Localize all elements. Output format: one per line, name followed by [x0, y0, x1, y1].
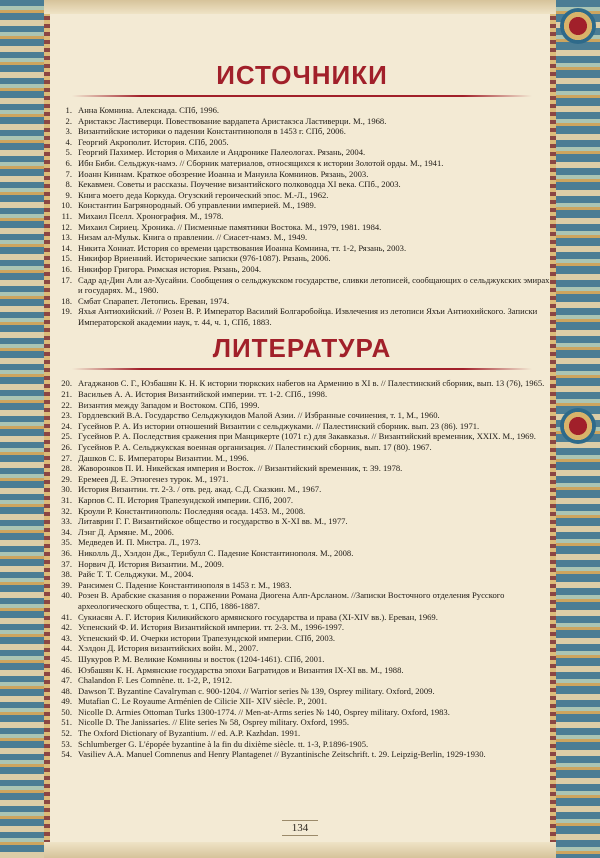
reference-item: [54, 686, 550, 697]
reference-number: 8.: [65, 179, 72, 190]
reference-text: Nicolle D. Armies Ottoman Turks 1300-1774. // Men-at-Arms series № 140, Osprey military. Oxford, 1983.: [78, 706, 450, 717]
reference-item: [54, 516, 550, 527]
reference-number: 26.: [61, 442, 72, 453]
reference-text: Никита Хониат. История со времени царствования Иоанна Комнина, тт. 1-2, Рязань, 2003.: [78, 242, 407, 253]
reference-item: [54, 728, 550, 739]
reference-item: [54, 158, 550, 169]
bottom-band: [44, 842, 556, 858]
reference-number: 4.: [65, 136, 72, 147]
reference-number: 52.: [61, 728, 72, 739]
reference-text: Михаил Пселл. Хронография. М., 1978.: [78, 210, 224, 221]
reference-item: [54, 495, 550, 506]
reference-text: Никифор Вриенний. Исторические записки (976-1087). Рязань, 2006.: [78, 253, 331, 264]
reference-item: [54, 378, 550, 389]
reference-item: [54, 243, 550, 254]
reference-number: 31.: [61, 495, 72, 505]
reference-text: Жаворонков П. И. Никейская империя и Восток. // Византийский временник, т. 39. 1978.: [78, 463, 403, 474]
reference-item: [54, 421, 550, 432]
reference-item: [54, 612, 550, 623]
reference-item: [54, 463, 550, 474]
reference-text: Еремеев Д. Е. Этногенез турок. М., 1971.: [78, 473, 229, 484]
reference-number: 35.: [61, 537, 72, 548]
reference-number: 38.: [61, 569, 72, 580]
reference-item: [54, 116, 550, 127]
literature-list: [54, 378, 550, 759]
reference-item: [54, 222, 550, 233]
reference-text: Шукуров Р. М. Великие Комнины и восток (1204-1461). СПб, 2001.: [78, 653, 325, 664]
reference-text: Книга моего деда Коркуда. Огузский героический эпос. М.-Л., 1962.: [78, 189, 329, 200]
reference-item: [54, 126, 550, 137]
reference-number: 10.: [61, 200, 72, 211]
reference-item: [54, 200, 550, 211]
page-number-value: 134: [282, 820, 319, 836]
reference-number: 23.: [61, 410, 72, 421]
reference-text: Гордлевский В.А. Государство Сельджукидов Малой Азии. // Избранные сочинения, т. 1, М., 1960.: [78, 410, 440, 421]
reference-text: Дашков С. Б. Императоры Византии. М., 1996.: [78, 452, 249, 463]
reference-item: [54, 739, 550, 750]
reference-item: [54, 474, 550, 485]
reference-number: 45.: [61, 653, 72, 664]
reference-item: [54, 169, 550, 180]
reference-text: Гусейнов Р. А. Последствия сражения при Манцикерте (1071 г.) для Закавказья. // Византийский временник, XXIX. М., 1969.: [78, 431, 536, 442]
reference-text: Юзбашян К. Н. Армянские государства эпохи Багратидов и Византия IX-XI вв. М., 1988.: [78, 664, 404, 675]
reference-text: Михаил Сириец. Хроника. // Писменные памятники Востока. М., 1979, 1981. 1984.: [78, 221, 382, 232]
reference-text: Успенский Ф. И. История Византийской империи. тт. 2-3. М., 1996-1997.: [78, 622, 345, 633]
reference-number: 11.: [61, 210, 72, 221]
reference-number: 33.: [61, 516, 72, 527]
sources-heading: ИСТОЧНИКИ: [216, 60, 388, 90]
main-content: [54, 60, 550, 760]
reference-item: [54, 569, 550, 580]
reference-item: [54, 580, 550, 591]
reference-item: [54, 410, 550, 421]
reference-text: Chalandon F. Les Comnène. tt. 1-2, P., 1912.: [78, 675, 232, 686]
reference-item: [54, 431, 550, 442]
reference-item: [54, 622, 550, 633]
reference-text: Schlumberger G. L'épopée byzantine à la fin du dixième siècle. tt. 1-3, P.1896-1905.: [78, 738, 369, 749]
reference-number: 5.: [65, 147, 72, 158]
reference-number: 42.: [61, 622, 72, 633]
reference-number: 13.: [61, 232, 72, 243]
reference-item: [54, 665, 550, 676]
reference-item: [54, 707, 550, 718]
reference-number: 30.: [61, 484, 72, 495]
reference-text: Николль Д., Хэлдон Дж., Тернбулл С. Падение Константинополя. М., 2008.: [78, 547, 354, 558]
reference-text: Георгий Акрополит. История. СПб, 2005.: [78, 136, 229, 147]
reference-text: Смбат Спарапет. Летопись. Ереван, 1974.: [78, 295, 230, 306]
reference-item: [54, 537, 550, 548]
reference-number: 49.: [61, 696, 72, 707]
reference-text: Византия между Западом и Востоком. СПб, 1999.: [78, 399, 260, 410]
medallion-middle-icon: [560, 408, 596, 444]
reference-number: 25.: [61, 431, 72, 442]
reference-number: 32.: [61, 505, 72, 516]
reference-text: Иоанн Киннам. Краткое обозрение Иоанна и Мануила Комнинов. Рязань, 2003.: [78, 168, 369, 179]
reference-text: Низам ал-Мульк. Книга о правлении. // Сиасет-намэ. М., 1949.: [78, 232, 308, 243]
reference-text: Кекавмен. Советы и рассказы. Поучение византийского полководца XI века. СПб., 2003.: [78, 179, 401, 190]
reference-text: Норвич Д. История Византии. М., 2009.: [78, 558, 224, 569]
reference-number: 18.: [61, 295, 72, 306]
reference-item: [54, 179, 550, 190]
reference-text: Яхья Антиохийский. // Розен В. Р. Император Василий Болгаробойца. Извлечения из летописи Яхъи Антиохийского. Записки Императорской академии наук, т. 44, ч. 1, СПб, 1883.: [78, 306, 538, 327]
reference-item: [54, 137, 550, 148]
reference-number: 50.: [61, 706, 72, 717]
reference-text: История Византии. тт. 2-3. / отв. ред. акад. С.Д. Сказкин. М., 1967.: [78, 484, 322, 495]
reference-item: [54, 453, 550, 464]
reference-item: [54, 484, 550, 495]
reference-item: [54, 654, 550, 665]
reference-item: [54, 590, 550, 611]
reference-text: Георгий Пахимер. История о Михаиле и Андронике Палеологах. Рязань, 2004.: [78, 147, 366, 158]
reference-item: [54, 232, 550, 243]
reference-item: [54, 190, 550, 201]
reference-number: 1.: [65, 105, 72, 115]
medallion-top-icon: [560, 8, 596, 44]
reference-number: 14.: [61, 242, 72, 253]
reference-item: [54, 675, 550, 686]
reference-number: 46.: [61, 664, 72, 675]
reference-number: 53.: [61, 738, 72, 749]
reference-text: Никифор Григора. Римская история. Рязань, 2004.: [78, 263, 262, 274]
reference-item: [54, 696, 550, 707]
reference-text: Nicolle D. The Janissaries. // Elite series № 58, Osprey military. Oxford, 1995.: [78, 717, 349, 728]
reference-item: [54, 105, 550, 116]
reference-number: 41.: [61, 611, 72, 622]
reference-text: Рансимен С. Падение Константинополя в 1453 г. М., 1983.: [78, 579, 292, 590]
reference-number: 15.: [61, 253, 72, 264]
reference-item: [54, 717, 550, 728]
reference-text: Ибн Биби. Сельджук-намэ. // Сборник материалов, относящихся к истории Золотой орды. М., 1941.: [78, 157, 444, 168]
page-number: [0, 820, 600, 836]
reference-item: [54, 548, 550, 559]
reference-item: [54, 400, 550, 411]
reference-number: 47.: [61, 675, 72, 686]
reference-item: [54, 506, 550, 517]
reference-item: [54, 147, 550, 158]
top-band: [44, 0, 556, 14]
sources-list: [54, 105, 550, 327]
reference-text: Карпов С. П. История Трапезундской империи. СПб, 2007.: [78, 495, 294, 505]
reference-item: [54, 253, 550, 264]
reference-item: [54, 211, 550, 222]
reference-number: 36.: [61, 547, 72, 558]
reference-text: Райс Т. Т. Сельджуки. М., 2004.: [78, 569, 194, 580]
reference-number: 24.: [61, 420, 72, 431]
reference-text: Гусейнов Р. А. Сельджукская военная организация. // Палестинский сборник, вып. 17 (80). 1967.: [78, 442, 432, 453]
reference-number: 21.: [61, 389, 72, 400]
literature-heading-rule: [72, 368, 532, 370]
reference-number: 2.: [65, 115, 72, 126]
reference-text: Успенский Ф. И. Очерки истории Трапезундской империи. СПб, 2003.: [78, 632, 336, 643]
reference-number: 28.: [61, 463, 72, 474]
reference-number: 40.: [61, 590, 72, 601]
reference-text: Анна Комнина. Алексиада. СПб, 1996.: [78, 105, 220, 115]
reference-item: [54, 527, 550, 538]
reference-text: Mutafian C. Le Royaume Arménien de Cilicie XII- XIV siècle. P., 2001.: [78, 696, 328, 707]
reference-number: 7.: [65, 168, 72, 179]
reference-text: Садр ад-Дин Али ал-Хусайни. Сообщения о сельджукском государстве, сливки летописей, сообщающих о сельджукских эмирах и государях. М., 1980.: [78, 274, 550, 296]
reference-number: 44.: [61, 643, 72, 654]
reference-item: [54, 749, 550, 760]
reference-number: 22.: [61, 399, 72, 410]
reference-number: 54.: [61, 749, 72, 760]
reference-item: [54, 389, 550, 400]
reference-number: 51.: [61, 717, 72, 728]
reference-item: [54, 275, 550, 296]
reference-text: The Oxford Dictionary of Byzantium. // ed. A.P. Kazhdan. 1991.: [78, 728, 301, 739]
reference-item: [54, 264, 550, 275]
reference-number: 16.: [61, 263, 72, 274]
reference-item: [54, 633, 550, 644]
reference-number: 29.: [61, 473, 72, 484]
reference-number: 37.: [61, 558, 72, 569]
reference-text: Васильев А. А. История Византийской империи. тт. 1-2. СПб., 1998.: [78, 389, 328, 400]
reference-number: 17.: [61, 274, 72, 285]
reference-number: 27.: [61, 452, 72, 463]
reference-text: Аристакэс Ластиверци. Повествование вардапета Аристакэса Ластиверци. М., 1968.: [78, 115, 387, 126]
reference-number: 6.: [65, 157, 72, 168]
left-ornamental-border: [0, 0, 44, 858]
reference-number: 48.: [61, 685, 72, 696]
reference-item: [54, 643, 550, 654]
reference-text: Медведев И. П. Мистра. Л., 1973.: [78, 537, 201, 548]
reference-text: Византийские историки о падении Константинополя в 1453 г. СПб, 2006.: [78, 126, 346, 137]
reference-number: 20.: [61, 378, 72, 389]
reference-text: Гусейнов Р. А. Из истории отношений Византии с сельджуками. // Палестинский сборник. вып. 23 (86). 1971.: [78, 420, 480, 431]
reference-text: Сукиасян А. Г. История Киликийского армянского государства и права (XI-XIV вв.). Ереван, 1969.: [78, 611, 438, 622]
reference-item: [54, 559, 550, 570]
literature-heading: ЛИТЕРАТУРА: [212, 333, 392, 364]
reference-text: Vasiliev A.A. Manuel Comnenus and Henry Plantagenet // Byzantinische Zeitschrift. t. 29. Leipzig-Berlin, 1929-1930.: [78, 749, 486, 760]
reference-number: 34.: [61, 526, 72, 537]
reference-text: Кроули Р. Константинополь: Последняя осада. 1453. М., 2008.: [78, 505, 306, 516]
reference-number: 3.: [65, 126, 72, 137]
reference-number: 43.: [61, 632, 72, 643]
reference-item: [54, 306, 550, 327]
reference-number: 19.: [61, 306, 72, 317]
reference-text: Розен В. Арабские сказания о поражении Романа Диогена Алп-Арсланом. //Записки Восточного отделения Русского археологического общества, т. 1, СПб, 1886-1887.: [78, 590, 505, 611]
reference-text: Константин Багрянородный. Об управлении империей. М., 1989.: [78, 200, 317, 211]
reference-number: 9.: [65, 189, 72, 200]
reference-text: Литаврин Г. Г. Византийское общество и государство в X-XI вв. М., 1977.: [78, 516, 348, 527]
sources-heading-rule: [72, 95, 532, 97]
reference-item: [54, 296, 550, 307]
reference-item: [54, 442, 550, 453]
reference-text: Лэнг Д. Армяне. М., 2006.: [78, 526, 174, 537]
reference-text: Dawson T. Byzantine Cavalryman c. 900-1204. // Warrior series № 139, Osprey military. Oxford, 2009.: [78, 685, 435, 696]
reference-number: 12.: [61, 221, 72, 232]
reference-text: Хэлдон Д. История византийских войн. М., 2007.: [78, 643, 259, 654]
reference-text: Агаджанов С. Г., Юзбашян К. Н. К истории тюркских набегов на Армению в XI в. // Палестинский сборник, вып. 13 (76), 1965.: [78, 378, 545, 389]
reference-number: 39.: [61, 579, 72, 590]
